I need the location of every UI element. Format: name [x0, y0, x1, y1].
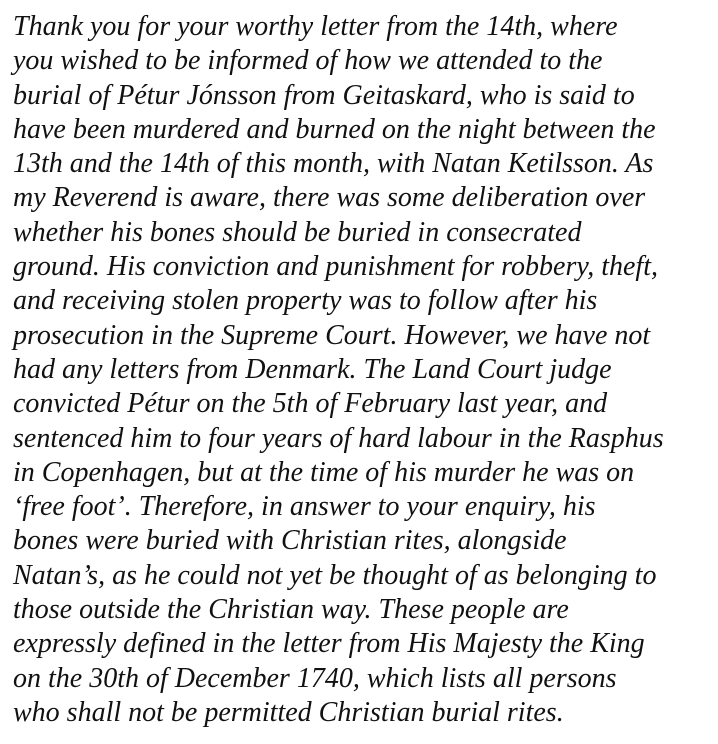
text-line: expressly defined in the letter from His Majesty the King	[13, 628, 645, 660]
text-line: prosecution in the Supreme Court. However, we have not	[13, 319, 651, 351]
text-line: convicted Pétur on the 5th of February last year, and	[13, 388, 608, 420]
text-line: sentenced him to four years of hard labour in the Rasphus	[13, 422, 664, 454]
text-line: 13th and the 14th of this month, with Natan Ketilsson. As	[13, 148, 654, 180]
text-line: ‘free foot’. Therefore, in answer to your enquiry, his	[13, 491, 596, 523]
text-line: whether his bones should be buried in consecrated	[13, 216, 582, 248]
text-line: burial of Pétur Jónsson from Geitaskard, who is said to	[13, 79, 635, 111]
text-line: had any letters from Denmark. The Land Court judge	[13, 353, 612, 385]
text-line: those outside the Christian way. These people are	[13, 594, 569, 626]
text-line: have been murdered and burned on the night between the	[13, 113, 656, 145]
text-line: Thank you for your worthy letter from the 14th, where	[13, 11, 618, 42]
letter-text	[13, 10, 712, 730]
text-line: you wished to be informed of how we attended to the	[13, 45, 603, 77]
text-line: bones were buried with Christian rites, alongside	[13, 525, 567, 557]
text-line: my Reverend is aware, there was some deliberation over	[13, 182, 646, 214]
text-line: ground. His conviction and punishment for robbery, theft,	[13, 251, 658, 283]
text-line: on the 30th of December 1740, which lists all persons	[13, 662, 617, 694]
text-line: and receiving stolen property was to follow after his	[13, 285, 598, 317]
text-line: who shall not be permitted Christian burial rites.	[13, 696, 564, 728]
text-line: in Copenhagen, but at the time of his murder he was on	[13, 456, 635, 488]
text-line: Natan’s, as he could not yet be thought of as belonging to	[13, 559, 657, 591]
